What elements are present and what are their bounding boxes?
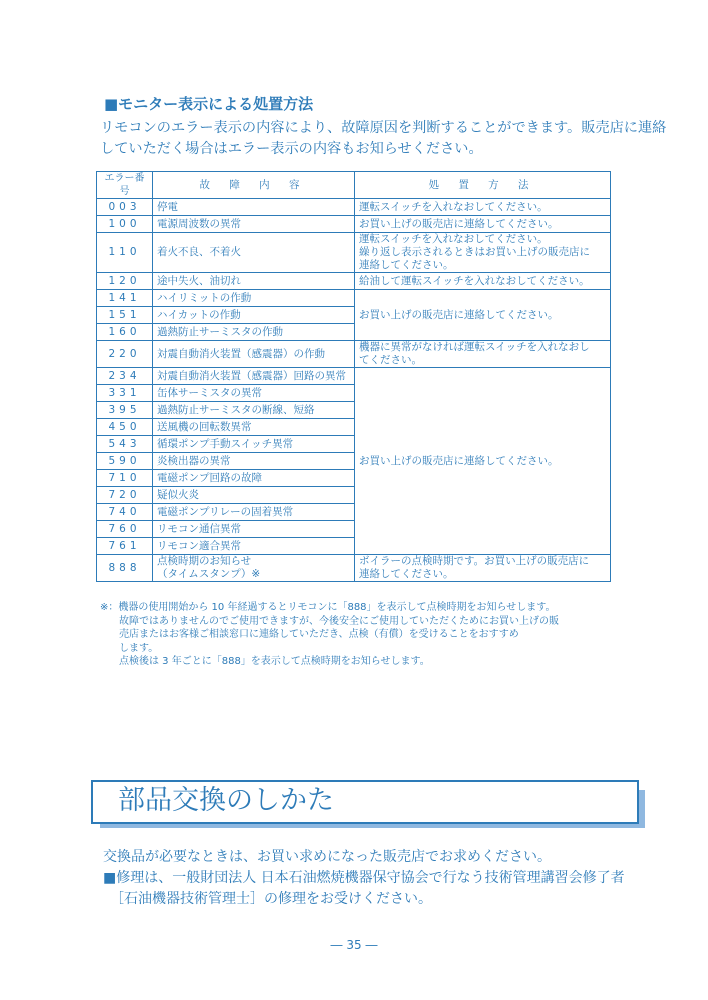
- parts-line: ［石油機器技術管理士］の修理をお受けください。: [103, 891, 432, 907]
- error-code: 220: [97, 341, 153, 368]
- fault-description: 電磁ポンプリレーの固着異常: [153, 504, 355, 521]
- footnote-line: します。: [119, 642, 159, 654]
- intro-line: していただく場合はエラー表示の内容もお知らせください。: [100, 141, 483, 157]
- error-code: 543: [97, 436, 153, 453]
- table-row: [97, 555, 611, 582]
- intro-line: リモコンのエラー表示の内容により、故障原因を判断することができます。販売店に連絡: [100, 120, 667, 136]
- fault-description: 対震自動消火装置（感震器）の作動: [153, 341, 355, 368]
- fault-description: 炎検出器の異常: [153, 453, 355, 470]
- action: ボイラーの点検時期です。お買い上げの販売店に 連絡してください。: [355, 555, 611, 582]
- error-code: 740: [97, 504, 153, 521]
- intro-text: [100, 118, 667, 160]
- error-code: 590: [97, 453, 153, 470]
- fault-description: 途中失火、油切れ: [153, 273, 355, 290]
- fault-description: 電源周波数の異常: [153, 216, 355, 233]
- error-code: 160: [97, 324, 153, 341]
- header-error-number: エラー番号: [97, 172, 153, 199]
- footnote-line: 故障ではありませんのでご使用できますが、今後安全にご使用していただくためにお買い上げの販: [119, 615, 559, 627]
- error-code: 141: [97, 290, 153, 307]
- parts-replacement-text: [103, 847, 663, 910]
- error-code: 331: [97, 385, 153, 402]
- page-number: ― 35 ―: [330, 938, 378, 952]
- error-code: 110: [97, 233, 153, 273]
- section-heading: ■モニター表示による処置方法: [104, 95, 314, 113]
- action: お買い上げの販売店に連絡してください。: [355, 368, 611, 555]
- fault-description: ハイリミットの作動: [153, 290, 355, 307]
- fault-description: 着火不良、不着火: [153, 233, 355, 273]
- action: 運転スイッチを入れなおしてください。: [355, 199, 611, 216]
- fault-description: 過熱防止サーミスタの作動: [153, 324, 355, 341]
- error-code: 395: [97, 402, 153, 419]
- banner-title: 部品交換のしかた: [118, 785, 334, 816]
- fault-description: 缶体サーミスタの異常: [153, 385, 355, 402]
- error-code: 710: [97, 470, 153, 487]
- footnote-line: ※：機器の使用開始から 10 年経過するとリモコンに「888」を表示して点検時期をお知らせします。: [100, 602, 556, 613]
- error-code: 450: [97, 419, 153, 436]
- error-code: 720: [97, 487, 153, 504]
- fault-description: リモコン通信異常: [153, 521, 355, 538]
- table-row: [97, 273, 611, 290]
- parts-line: 交換品が必要なときは、お買い求めになった販売店でお求めください。: [103, 849, 551, 865]
- footnote-line: 点検後は 3 年ごとに「888」を表示して点検時期をお知らせします。: [119, 656, 430, 667]
- parts-line: ■修理は、一般財団法人 日本石油燃焼機器保守協会で行なう技術管理講習会修了者: [103, 870, 625, 886]
- table-row: [97, 199, 611, 216]
- table-row: [97, 233, 611, 273]
- fault-description: ハイカットの作動: [153, 307, 355, 324]
- error-code: 760: [97, 521, 153, 538]
- fault-description: 点検時期のお知らせ （タイムスタンプ）※: [153, 555, 355, 582]
- fault-description: 電磁ポンプ回路の故障: [153, 470, 355, 487]
- fault-description: 送風機の回転数異常: [153, 419, 355, 436]
- error-code: 761: [97, 538, 153, 555]
- footnote: [100, 601, 620, 669]
- error-code: 888: [97, 555, 153, 582]
- fault-description: 対震自動消火装置（感震器）回路の異常: [153, 368, 355, 385]
- footnote-line: 売店またはお客様ご相談窓口に連絡していただき、点検（有償）を受けることをおすすめ: [119, 629, 519, 640]
- action: 機器に異常がなければ運転スイッチを入れなおし てください。: [355, 341, 611, 368]
- fault-description: 疑似火炎: [153, 487, 355, 504]
- action: お買い上げの販売店に連絡してください。: [355, 216, 611, 233]
- table-row: [97, 216, 611, 233]
- error-code-table: [96, 171, 611, 582]
- action: 運転スイッチを入れなおしてください。 繰り返し表示されるときはお買い上げの販売店に 連絡してください。: [355, 233, 611, 273]
- error-code: 003: [97, 199, 153, 216]
- fault-description: 停電: [153, 199, 355, 216]
- header-action: 処 置 方 法: [355, 172, 611, 199]
- error-code: 151: [97, 307, 153, 324]
- fault-description: リモコン適合異常: [153, 538, 355, 555]
- error-code: 120: [97, 273, 153, 290]
- action: 給油して運転スイッチを入れなおしてください。: [355, 273, 611, 290]
- table-row: [97, 290, 611, 307]
- table-row: [97, 368, 611, 385]
- error-code: 100: [97, 216, 153, 233]
- action: お買い上げの販売店に連絡してください。: [355, 290, 611, 341]
- table-row: [97, 341, 611, 368]
- fault-description: 循環ポンプ手動スイッチ異常: [153, 436, 355, 453]
- error-code: 234: [97, 368, 153, 385]
- fault-description: 過熱防止サーミスタの断線、短絡: [153, 402, 355, 419]
- table-header-row: [97, 172, 611, 199]
- header-fault: 故 障 内 容: [153, 172, 355, 199]
